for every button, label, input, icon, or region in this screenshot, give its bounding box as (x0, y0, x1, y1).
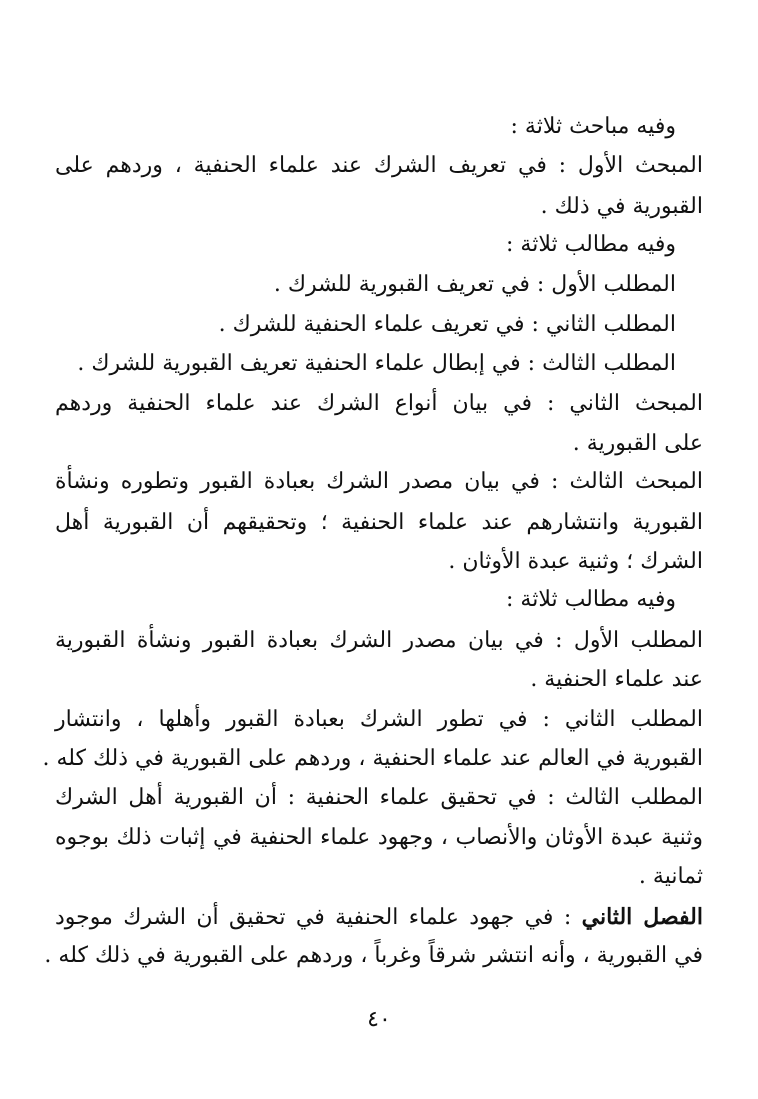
text-line-1: وفيه مباحث ثلاثة : (510, 114, 676, 139)
text-line-14: المطلب الأول : في بيان مصدر الشرك بعبادة القبور ونشأة القبورية (55, 628, 703, 653)
text-line-9: على القبورية . (572, 431, 703, 456)
text-line-6: المطلب الثاني : في تعريف علماء الحنفية للشرك . (218, 312, 676, 337)
text-line-11: القبورية وانتشارهم عند علماء الحنفية ؛ وتحقيقهم أن القبورية أهل (55, 510, 703, 535)
text-line-7: المطلب الثالث : في إبطال علماء الحنفية تعريف القبورية للشرك . (77, 351, 676, 376)
text-line-8: المبحث الثاني : في بيان أنواع الشرك عند علماء الحنفية وردهم (55, 391, 703, 416)
text-line-12: الشرك ؛ وثنية عبدة الأوثان . (448, 549, 703, 574)
text-line-22: في القبورية ، وأنه انتشر شرقاً وغرباً ، وردهم على القبورية في ذلك كله . (44, 943, 703, 968)
text-line-19: وثنية عبدة الأوثان والأنصاب ، وجهود علماء الحنفية في إثبات ذلك بوجوه (55, 825, 703, 850)
text-line-16: المطلب الثاني : في تطور الشرك بعبادة القبور وأهلها ، وانتشار (55, 707, 703, 732)
page-number: ٤٠ (367, 1007, 391, 1032)
text-line-18: المطلب الثالث : في تحقيق علماء الحنفية : أن القبورية أهل الشرك (55, 785, 703, 810)
text-line-21: الفصل الثاني : في جهود علماء الحنفية في تحقيق أن الشرك موجود (55, 904, 703, 930)
text-line-20: ثمانية . (638, 864, 703, 889)
text-line-15: عند علماء الحنفية . (530, 667, 703, 692)
text-line-4: وفيه مطالب ثلاثة : (506, 232, 676, 257)
text-line-17: القبورية في العالم عند علماء الحنفية ، وردهم على القبورية في ذلك كله . (42, 746, 703, 771)
text-line-13: وفيه مطالب ثلاثة : (506, 587, 676, 612)
text-line-5: المطلب الأول : في تعريف القبورية للشرك . (273, 272, 676, 297)
text-line-3: القبورية في ذلك . (540, 194, 703, 219)
text-line-10: المبحث الثالث : في بيان مصدر الشرك بعبادة القبور وتطوره ونشأة (55, 469, 703, 494)
text-line-2: المبحث الأول : في تعريف الشرك عند علماء الحنفية ، وردهم على (55, 153, 703, 178)
section-heading-label: الفصل الثاني (581, 904, 703, 930)
